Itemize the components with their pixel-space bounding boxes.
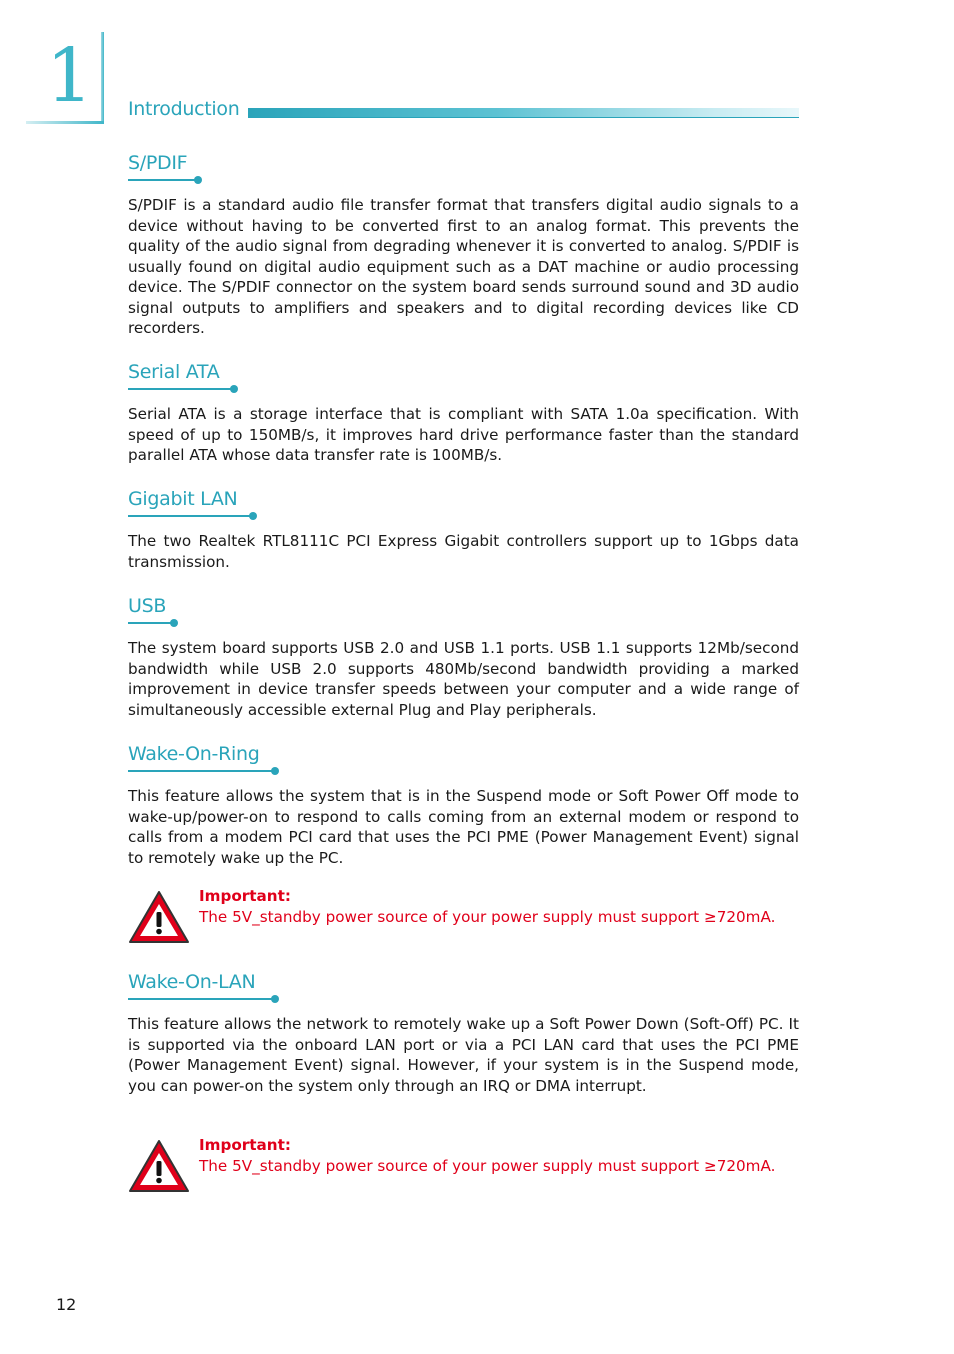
chapter-number: 1 [46, 33, 94, 119]
important-title: Important: [199, 887, 291, 905]
important-text: The 5V_standby power source of your power supply must support ≥720mA. [199, 907, 776, 926]
page-number: 12 [56, 1295, 77, 1314]
section-paragraph: This feature allows the network to remotely wake up a Soft Power Down (Soft-Off) PC. It is supported via the onboard LAN port or via a PCI LAN card that uses the PCI PME (Power Management Event) signal. However, if your system is in the Suspend mode, you can power-on the system only through an IRQ or DMA interrupt. [128, 1015, 799, 1095]
section-usb [128, 593, 799, 720]
important-text-block [199, 1135, 799, 1176]
section-gigabit-lan [128, 486, 799, 572]
heading-underline [128, 770, 275, 772]
important-note-wake-on-lan [128, 1135, 799, 1197]
important-note-wake-on-ring [128, 886, 799, 948]
section-paragraph: This feature allows the system that is in the Suspend mode or Soft Power Off mode to wake-up/power-on to respond to calls coming from an external modem or respond to calls from a modem PCI card that uses the PCI PME (Power Management Event) signal to remotely wake up the PC. [128, 787, 799, 867]
heading-underline [128, 388, 234, 390]
section-heading: Wake-On-Ring [128, 743, 260, 765]
warning-triangle-icon [128, 890, 190, 944]
important-text: The 5V_standby power source of your power supply must support ≥720mA. [199, 1156, 776, 1175]
heading-underline [128, 515, 253, 517]
section-heading: S/PDIF [128, 152, 188, 174]
section-spdif [128, 150, 799, 339]
section-paragraph: Serial ATA is a storage interface that is compliant with SATA 1.0a specification. With speed of up to 150MB/s, it improves hard drive performance faster than the standard parallel ATA whose data transfer rate is 100MB/s. [128, 405, 799, 464]
chapter-title-rule [248, 117, 799, 118]
heading-underline [128, 622, 174, 624]
section-heading: USB [128, 595, 167, 617]
section-paragraph: The system board supports USB 2.0 and USB 1.1 ports. USB 1.1 supports 12Mb/second bandwidth while USB 2.0 supports 480Mb/second bandwidth providing a marked improvement in device transfer speeds between your computer and a wide range of simultaneously accessible external Plug and Play peripherals. [128, 639, 799, 719]
chapter-title-bar [248, 108, 799, 117]
important-title: Important: [199, 1136, 291, 1154]
heading-underline [128, 179, 198, 181]
section-wake-on-ring [128, 741, 799, 868]
section-heading: Wake-On-LAN [128, 971, 256, 993]
chapter-divider-horizontal [26, 121, 104, 124]
section-wake-on-lan [128, 969, 799, 1096]
chapter-title: Introduction [128, 98, 240, 120]
section-heading: Gigabit LAN [128, 488, 238, 510]
section-paragraph: The two Realtek RTL8111C PCI Express Gigabit controllers support up to 1Gbps data transmission. [128, 532, 799, 571]
chapter-divider-vertical [101, 32, 104, 124]
warning-triangle-icon [128, 1139, 190, 1193]
section-paragraph: S/PDIF is a standard audio file transfer format that transfers digital audio signals to a device without having to be converted first to an analog format. This prevents the quality of the audio signal from degrading whenever it is converted to analog. S/PDIF is usually found on digital audio equipment such as a DAT machine or audio processing device. The S/PDIF connector on the system board sends surround sound and 3D audio signal outputs to amplifiers and speakers and to digital recording devices like CD recorders. [128, 196, 799, 337]
section-heading: Serial ATA [128, 361, 220, 383]
section-serial-ata [128, 359, 799, 466]
important-text-block [199, 886, 799, 927]
heading-underline [128, 998, 275, 1000]
